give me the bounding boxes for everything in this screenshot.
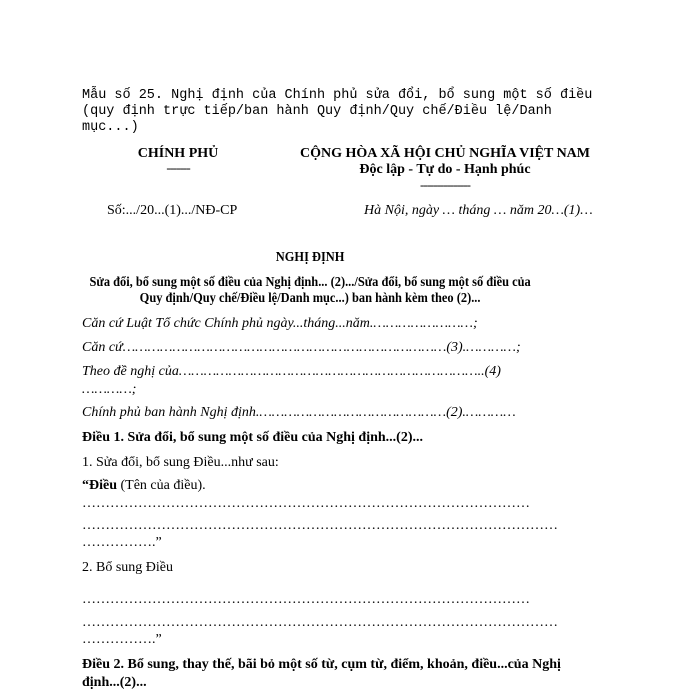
preamble-legal-basis-2: Căn cứ……………………………………………………………………(3).…………;: [82, 340, 521, 355]
article-1-quote: [82, 478, 206, 494]
preamble-legal-basis-1: Căn cứ Luật Tổ chức Chính phủ ngày...tháng...năm.……………………;: [82, 316, 478, 331]
article-2-title: Điều 2. Bổ sung, thay thế, bãi bỏ một số từ, cụm từ, điểm, khoản, điều...của Nghị: [82, 657, 561, 672]
issuer-name: CHÍNH PHỦ: [137, 146, 219, 161]
preamble-proposal: Theo đề nghị của………………………………………………………………..(4): [82, 364, 501, 379]
form-header-line-3: mục...): [82, 120, 139, 135]
issuer-dash: -------: [166, 160, 190, 175]
article-1-dots-2: …………………………………………………………………………………………: [82, 518, 558, 533]
article-1-dots-5: …………………………………………………………………………………………: [82, 615, 558, 630]
form-header-line-1: Mẫu số 25. Nghị định của Chính phủ sửa đổi, bổ sung một số điều: [82, 88, 593, 103]
article-1-item-2: 2. Bổ sung Điều: [82, 560, 173, 575]
form-header-line-2: (quy định trực tiếp/ban hành Quy định/Quy chế/Điều lệ/Danh: [82, 104, 552, 119]
article-2-title-cont: định...(2)...: [82, 675, 147, 690]
preamble-enactment: Chính phủ ban hành Nghị định.………………………………………(2).…………: [82, 405, 516, 420]
document-type: NGHỊ ĐỊNH: [275, 250, 345, 265]
national-title: CỘNG HÒA XÃ HỘI CHỦ NGHĨA VIỆT NAM: [299, 146, 590, 161]
national-motto: Độc lập - Tự do - Hạnh phúc: [359, 162, 531, 177]
article-1-dots-4: ……………………………………………………………………………………: [82, 592, 530, 607]
document-number: Số:.../20...(1).../NĐ-CP: [107, 203, 238, 218]
place-date: Hà Nội, ngày … tháng … năm 20…(1)…: [364, 203, 593, 218]
quote-article-label: “Điều: [82, 478, 117, 493]
subtitle-line-2: Quy định/Quy chế/Điều lệ/Danh mục...) ban hành kèm theo (2)...: [139, 291, 481, 306]
article-1-item-1: 1. Sửa đổi, bổ sung Điều...như sau:: [82, 455, 279, 470]
subtitle-line-1: Sửa đổi, bổ sung một số điều của Nghị định... (2).../Sửa đổi, bổ sung một số điều của: [89, 275, 531, 290]
article-1-dots-3: …………….”: [82, 535, 162, 550]
article-1-title: Điều 1. Sửa đổi, bổ sung một số điều của Nghị định...(2)...: [82, 430, 423, 445]
article-1-dots-1: ……………………………………………………………………………………: [82, 496, 530, 511]
national-dash: ---------------: [420, 177, 470, 192]
quote-article-name: (Tên của điều).: [117, 478, 206, 493]
article-1-dots-6: …………….”: [82, 632, 162, 647]
preamble-proposal-cont: …………;: [82, 382, 137, 397]
